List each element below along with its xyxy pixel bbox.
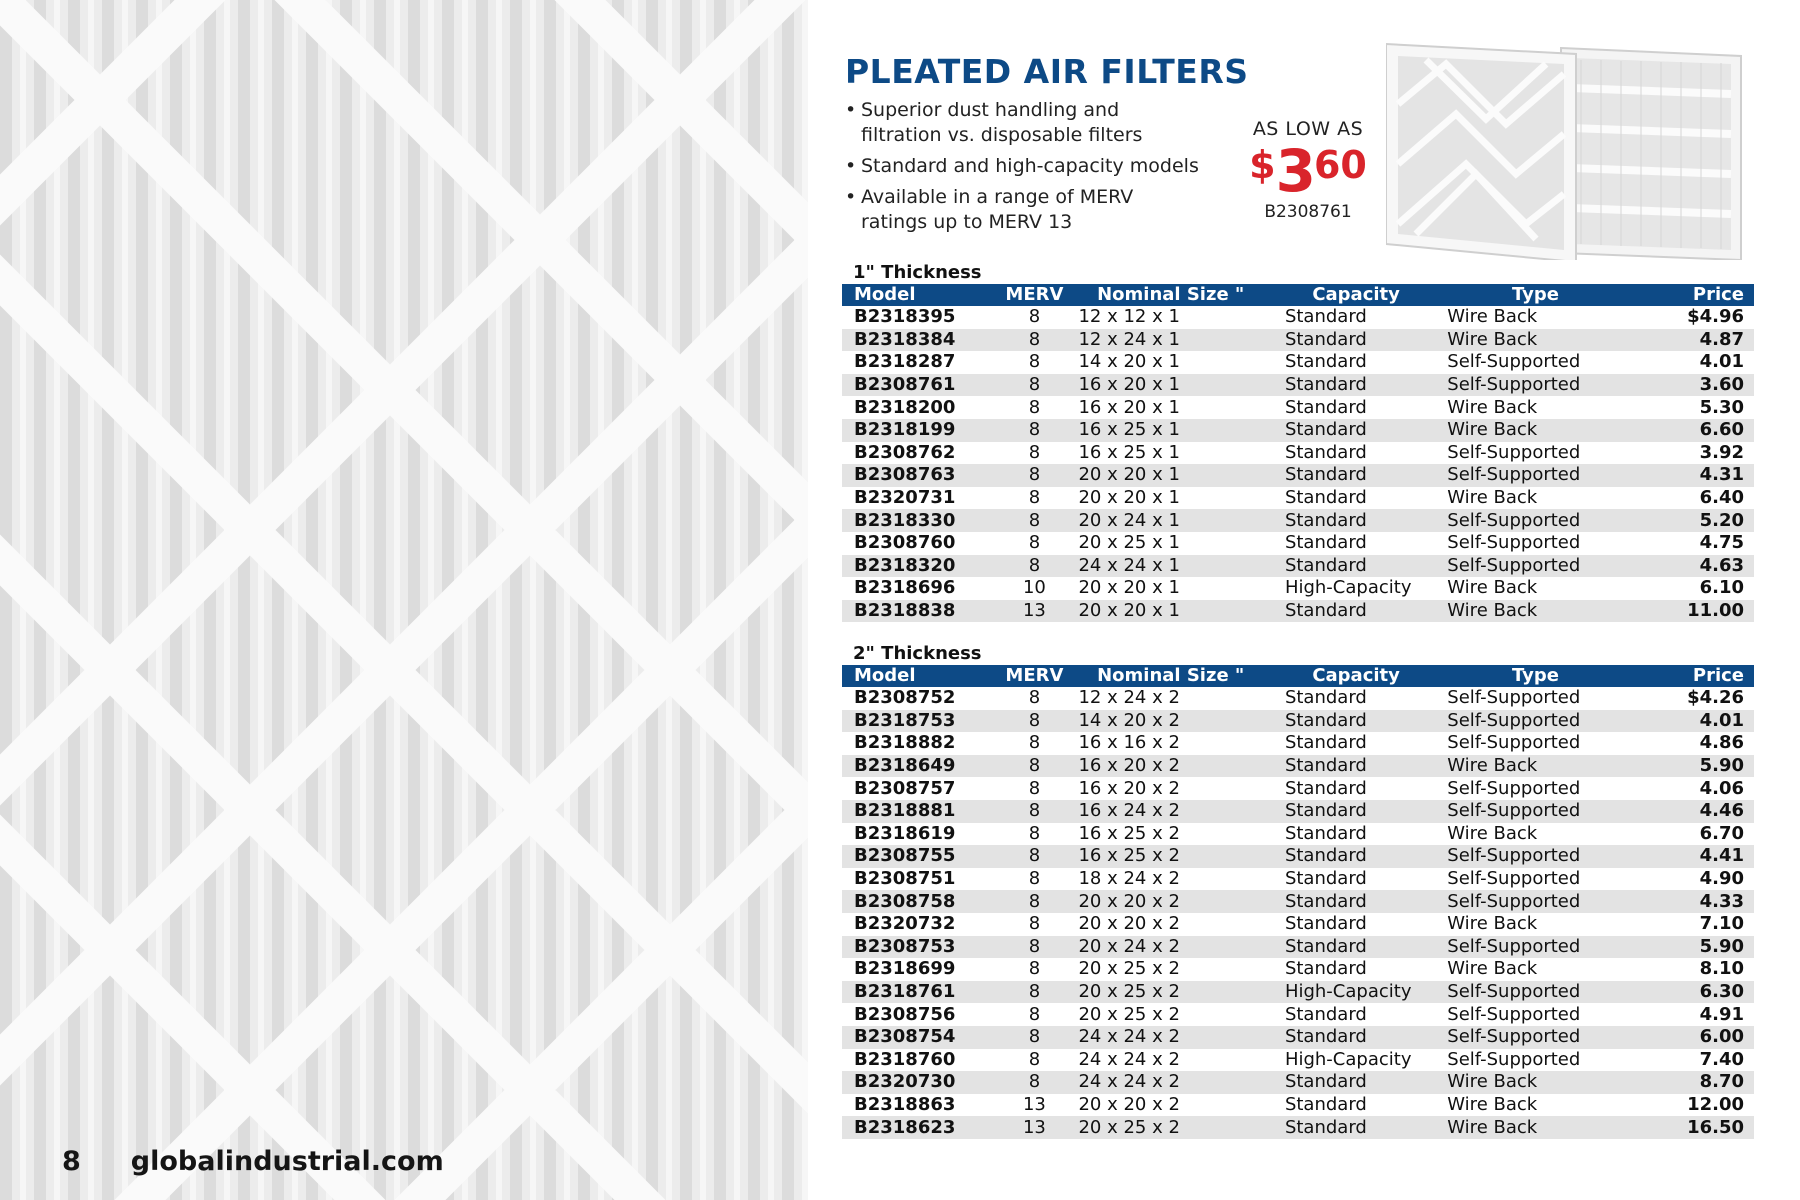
type-cell: Self-Supported [1437,800,1633,823]
size-cell: 16 x 20 x 2 [1066,755,1274,778]
type-cell: Wire Back [1437,1116,1633,1139]
table-row [842,329,1754,352]
size-cell: 20 x 25 x 1 [1066,532,1274,555]
product-title: PLEATED AIR FILTERS [845,52,1249,91]
section-heading-1-inch: 1" Thickness [853,262,982,283]
size-cell: 20 x 20 x 1 [1066,487,1274,510]
merv-cell: 10 [1002,577,1066,600]
capacity-cell: Standard [1275,913,1437,936]
capacity-cell: High-Capacity [1275,1049,1437,1072]
price-cell: 4.41 [1634,845,1754,868]
table-row [842,351,1754,374]
merv-cell: 13 [1002,1116,1066,1139]
section-heading-2-inch: 2" Thickness [853,643,982,664]
type-cell: Self-Supported [1437,687,1633,710]
table-row [842,600,1754,623]
merv-cell: 8 [1002,958,1066,981]
size-cell: 14 x 20 x 2 [1066,710,1274,733]
table-row [842,555,1754,578]
merv-cell: 8 [1002,351,1066,374]
price-whole: 3 [1275,137,1314,205]
capacity-cell: Standard [1275,351,1437,374]
capacity-cell: Standard [1275,374,1437,397]
model-cell: B2318384 [842,329,1002,352]
model-cell: B2308760 [842,532,1002,555]
column-header-capacity: Capacity [1275,665,1437,687]
model-cell: B2320732 [842,913,1002,936]
table-row [842,396,1754,419]
type-cell: Wire Back [1437,913,1633,936]
product-panel [808,0,1800,1200]
capacity-cell: Standard [1275,687,1437,710]
model-cell: B2318199 [842,419,1002,442]
table-row [842,913,1754,936]
model-cell: B2308754 [842,1026,1002,1049]
feature-item: • Superior dust handling and filtration vs. disposable filters [845,98,1205,148]
table-row [842,732,1754,755]
size-cell: 16 x 20 x 1 [1066,374,1274,397]
promo-price [1218,137,1398,205]
filter-pattern-image [0,0,808,1200]
model-cell: B2318200 [842,396,1002,419]
type-cell: Self-Supported [1437,777,1633,800]
size-cell: 20 x 20 x 2 [1066,890,1274,913]
size-cell: 20 x 25 x 2 [1066,1003,1274,1026]
table-body [842,306,1754,622]
size-cell: 20 x 25 x 2 [1066,958,1274,981]
merv-cell: 8 [1002,374,1066,397]
size-cell: 16 x 25 x 2 [1066,845,1274,868]
model-cell: B2308757 [842,777,1002,800]
price-cell: 6.60 [1634,419,1754,442]
size-cell: 18 x 24 x 2 [1066,868,1274,891]
capacity-cell: Standard [1275,732,1437,755]
table-row [842,509,1754,532]
as-low-as-label: AS LOW AS [1252,118,1364,140]
merv-cell: 8 [1002,823,1066,846]
table-row [842,442,1754,465]
capacity-cell: Standard [1275,845,1437,868]
model-cell: B2320730 [842,1071,1002,1094]
capacity-cell: Standard [1275,755,1437,778]
price-cell: 7.40 [1634,1049,1754,1072]
model-cell: B2308761 [842,374,1002,397]
type-cell: Self-Supported [1437,509,1633,532]
column-header-model: Model [842,284,1002,306]
merv-cell: 8 [1002,868,1066,891]
size-cell: 16 x 20 x 2 [1066,777,1274,800]
table-row [842,419,1754,442]
column-header-type: Type [1437,284,1633,306]
size-cell: 24 x 24 x 2 [1066,1071,1274,1094]
capacity-cell: Standard [1275,710,1437,733]
type-cell: Wire Back [1437,577,1633,600]
column-header-type: Type [1437,665,1633,687]
model-cell: B2308756 [842,1003,1002,1026]
table-row [842,777,1754,800]
table-row [842,800,1754,823]
size-cell: 16 x 25 x 1 [1066,419,1274,442]
price-cell: 12.00 [1634,1094,1754,1117]
merv-cell: 13 [1002,1094,1066,1117]
size-cell: 16 x 25 x 1 [1066,442,1274,465]
table-row [842,1071,1754,1094]
price-cell: 6.10 [1634,577,1754,600]
table-row [842,936,1754,959]
type-cell: Self-Supported [1437,464,1633,487]
size-cell: 20 x 24 x 1 [1066,509,1274,532]
price-cell: $4.26 [1634,687,1754,710]
model-cell: B2318696 [842,577,1002,600]
type-cell: Self-Supported [1437,710,1633,733]
size-cell: 20 x 20 x 1 [1066,577,1274,600]
filter-product-image [1386,40,1748,260]
type-cell: Self-Supported [1437,442,1633,465]
table-row [842,306,1754,329]
merv-cell: 8 [1002,1003,1066,1026]
merv-cell: 8 [1002,936,1066,959]
price-cell: 7.10 [1634,913,1754,936]
table-row [842,1094,1754,1117]
model-cell: B2308763 [842,464,1002,487]
type-cell: Wire Back [1437,1094,1633,1117]
merv-cell: 8 [1002,890,1066,913]
size-cell: 12 x 24 x 1 [1066,329,1274,352]
size-cell: 20 x 20 x 2 [1066,913,1274,936]
type-cell: Self-Supported [1437,732,1633,755]
model-cell: B2318619 [842,823,1002,846]
price-cell: 16.50 [1634,1116,1754,1139]
merv-cell: 8 [1002,509,1066,532]
merv-cell: 8 [1002,555,1066,578]
capacity-cell: Standard [1275,1094,1437,1117]
size-cell: 12 x 24 x 2 [1066,687,1274,710]
size-cell: 20 x 20 x 2 [1066,1094,1274,1117]
capacity-cell: Standard [1275,1026,1437,1049]
price-cell: 4.90 [1634,868,1754,891]
price-cell: 8.10 [1634,958,1754,981]
capacity-cell: Standard [1275,509,1437,532]
model-cell: B2318881 [842,800,1002,823]
table-row [842,958,1754,981]
merv-cell: 8 [1002,306,1066,329]
model-cell: B2318287 [842,351,1002,374]
merv-cell: 8 [1002,329,1066,352]
table-row [842,1003,1754,1026]
type-cell: Self-Supported [1437,845,1633,868]
merv-cell: 8 [1002,532,1066,555]
table-row [842,823,1754,846]
type-cell: Self-Supported [1437,374,1633,397]
merv-cell: 8 [1002,777,1066,800]
model-cell: B2318838 [842,600,1002,623]
page-number: 8 [62,1146,81,1177]
capacity-cell: High-Capacity [1275,981,1437,1004]
merv-cell: 8 [1002,981,1066,1004]
price-cell: 3.60 [1634,374,1754,397]
price-cell: 5.90 [1634,755,1754,778]
price-cell: 4.33 [1634,890,1754,913]
column-header-capacity: Capacity [1275,284,1437,306]
type-cell: Wire Back [1437,823,1633,846]
capacity-cell: Standard [1275,800,1437,823]
merv-cell: 8 [1002,732,1066,755]
size-cell: 20 x 25 x 2 [1066,981,1274,1004]
price-cell: 3.92 [1634,442,1754,465]
page-footer [62,1146,444,1177]
merv-cell: 8 [1002,1049,1066,1072]
size-cell: 20 x 24 x 2 [1066,936,1274,959]
type-cell: Self-Supported [1437,1049,1633,1072]
capacity-cell: Standard [1275,532,1437,555]
capacity-cell: Standard [1275,419,1437,442]
price-cell: 4.63 [1634,555,1754,578]
merv-cell: 8 [1002,442,1066,465]
column-header-merv: MERV [1002,665,1066,687]
column-header-size: Nominal Size " [1066,665,1274,687]
price-cell: 4.87 [1634,329,1754,352]
merv-cell: 8 [1002,845,1066,868]
table-row [842,845,1754,868]
merv-cell: 8 [1002,1071,1066,1094]
type-cell: Wire Back [1437,419,1633,442]
model-cell: B2318623 [842,1116,1002,1139]
type-cell: Self-Supported [1437,936,1633,959]
specs-table-2-inch [842,665,1754,1139]
capacity-cell: Standard [1275,487,1437,510]
table-row [842,464,1754,487]
capacity-cell: Standard [1275,600,1437,623]
size-cell: 20 x 20 x 1 [1066,600,1274,623]
capacity-cell: Standard [1275,1003,1437,1026]
type-cell: Self-Supported [1437,351,1633,374]
capacity-cell: Standard [1275,396,1437,419]
column-header-price: Price [1634,665,1754,687]
merv-cell: 8 [1002,710,1066,733]
price-cents: 60 [1313,143,1367,187]
price-cell: $4.96 [1634,306,1754,329]
model-cell: B2318699 [842,958,1002,981]
size-cell: 24 x 24 x 2 [1066,1049,1274,1072]
type-cell: Self-Supported [1437,1026,1633,1049]
model-cell: B2318761 [842,981,1002,1004]
capacity-cell: Standard [1275,777,1437,800]
type-cell: Wire Back [1437,1071,1633,1094]
table-row [842,710,1754,733]
table-row [842,868,1754,891]
model-cell: B2308762 [842,442,1002,465]
merv-cell: 8 [1002,464,1066,487]
column-header-price: Price [1634,284,1754,306]
price-cell: 4.06 [1634,777,1754,800]
merv-cell: 8 [1002,755,1066,778]
price-cell: 4.46 [1634,800,1754,823]
table-row [842,890,1754,913]
capacity-cell: Standard [1275,936,1437,959]
capacity-cell: Standard [1275,958,1437,981]
price-cell: 11.00 [1634,600,1754,623]
table-row [842,1049,1754,1072]
model-cell: B2308755 [842,845,1002,868]
type-cell: Self-Supported [1437,555,1633,578]
feature-list [845,98,1205,241]
model-cell: B2318760 [842,1049,1002,1072]
type-cell: Wire Back [1437,600,1633,623]
table-row [842,755,1754,778]
model-cell: B2318395 [842,306,1002,329]
table-row [842,1116,1754,1139]
size-cell: 16 x 24 x 2 [1066,800,1274,823]
capacity-cell: Standard [1275,555,1437,578]
feature-item: • Standard and high-capacity models [845,154,1205,179]
model-cell: B2308751 [842,868,1002,891]
merv-cell: 8 [1002,487,1066,510]
size-cell: 16 x 16 x 2 [1066,732,1274,755]
price-cell: 4.01 [1634,710,1754,733]
table-body [842,687,1754,1139]
capacity-cell: Standard [1275,306,1437,329]
type-cell: Wire Back [1437,306,1633,329]
size-cell: 20 x 20 x 1 [1066,464,1274,487]
price-cell: 4.75 [1634,532,1754,555]
column-header-size: Nominal Size " [1066,284,1274,306]
capacity-cell: Standard [1275,1116,1437,1139]
model-cell: B2308753 [842,936,1002,959]
price-cell: 4.31 [1634,464,1754,487]
table-header-row [842,284,1754,306]
type-cell: Self-Supported [1437,1003,1633,1026]
price-cell: 5.30 [1634,396,1754,419]
capacity-cell: Standard [1275,823,1437,846]
size-cell: 12 x 12 x 1 [1066,306,1274,329]
model-cell: B2320731 [842,487,1002,510]
model-cell: B2318649 [842,755,1002,778]
model-cell: B2318753 [842,710,1002,733]
model-cell: B2318882 [842,732,1002,755]
table-row [842,687,1754,710]
type-cell: Wire Back [1437,755,1633,778]
price-cell: 6.00 [1634,1026,1754,1049]
table-row [842,487,1754,510]
price-dollar-sign: $ [1249,143,1276,187]
promo-sku: B2308761 [1264,202,1352,222]
price-cell: 4.86 [1634,732,1754,755]
table-row [842,532,1754,555]
capacity-cell: Standard [1275,442,1437,465]
table-row [842,981,1754,1004]
merv-cell: 8 [1002,687,1066,710]
merv-cell: 8 [1002,800,1066,823]
capacity-cell: Standard [1275,329,1437,352]
price-cell: 4.91 [1634,1003,1754,1026]
merv-cell: 8 [1002,1026,1066,1049]
type-cell: Wire Back [1437,329,1633,352]
model-cell: B2318330 [842,509,1002,532]
size-cell: 20 x 25 x 2 [1066,1116,1274,1139]
size-cell: 16 x 25 x 2 [1066,823,1274,846]
price-cell: 6.40 [1634,487,1754,510]
capacity-cell: Standard [1275,1071,1437,1094]
size-cell: 16 x 20 x 1 [1066,396,1274,419]
type-cell: Wire Back [1437,958,1633,981]
specs-table-1-inch [842,284,1754,622]
price-cell: 4.01 [1634,351,1754,374]
type-cell: Wire Back [1437,396,1633,419]
model-cell: B2318863 [842,1094,1002,1117]
capacity-cell: High-Capacity [1275,577,1437,600]
table-header-row [842,665,1754,687]
model-cell: B2308758 [842,890,1002,913]
model-cell: B2308752 [842,687,1002,710]
capacity-cell: Standard [1275,868,1437,891]
size-cell: 14 x 20 x 1 [1066,351,1274,374]
filter-closeup-photo [0,0,808,1200]
merv-cell: 8 [1002,419,1066,442]
table-row [842,374,1754,397]
price-cell: 5.20 [1634,509,1754,532]
feature-item: • Available in a range of MERV ratings up to MERV 13 [845,185,1205,235]
column-header-merv: MERV [1002,284,1066,306]
merv-cell: 8 [1002,396,1066,419]
type-cell: Self-Supported [1437,532,1633,555]
column-header-model: Model [842,665,1002,687]
size-cell: 24 x 24 x 2 [1066,1026,1274,1049]
price-cell: 8.70 [1634,1071,1754,1094]
capacity-cell: Standard [1275,464,1437,487]
price-cell: 5.90 [1634,936,1754,959]
type-cell: Self-Supported [1437,890,1633,913]
price-callout [1218,118,1398,222]
type-cell: Self-Supported [1437,981,1633,1004]
table-row [842,1026,1754,1049]
price-cell: 6.70 [1634,823,1754,846]
type-cell: Wire Back [1437,487,1633,510]
size-cell: 24 x 24 x 1 [1066,555,1274,578]
capacity-cell: Standard [1275,890,1437,913]
merv-cell: 8 [1002,913,1066,936]
price-cell: 6.30 [1634,981,1754,1004]
merv-cell: 13 [1002,600,1066,623]
website-url: globalindustrial.com [130,1146,444,1177]
table-row [842,577,1754,600]
type-cell: Self-Supported [1437,868,1633,891]
model-cell: B2318320 [842,555,1002,578]
